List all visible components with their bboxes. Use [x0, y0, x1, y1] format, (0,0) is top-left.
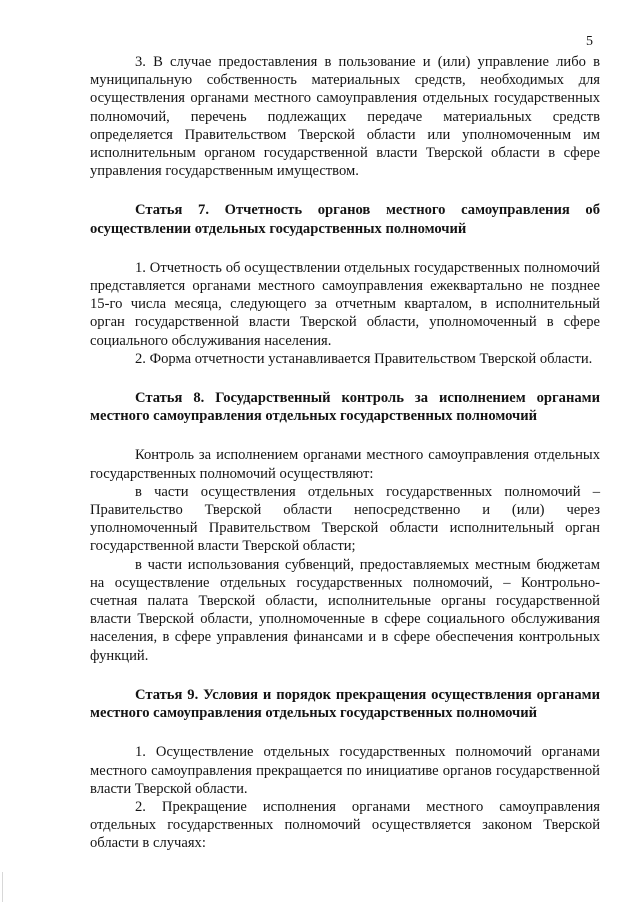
paragraph-article8-part1: в части осуществления отдельных государственных полномочий – Правительство Тверской области непосредственно и (или) через уполномоченный Правительством Тверской области исполнительный орган государственной власти Тверской области;	[90, 483, 600, 555]
paragraph-article6-item3: 3. В случае предоставления в пользование и (или) управление либо в муниципальную собственность материальных средств, необходимых для осуществления органами местного самоуправления отдельных государственных полномочий, перечень подлежащих передаче материальных средств определяется Правительством Тверской области или уполномоченным им исполнительным органом государственной власти Тверской области в сфере управления государственным имуществом.	[90, 54, 600, 180]
paragraph-article9-item2: 2. Прекращение исполнения органами местного самоуправления отдельных государственных полномочий осуществляется законом Тверской области в случаях:	[90, 798, 600, 852]
heading-article-8: Статья 8. Государственный контроль за исполнением органами местного самоуправления отдельных государственных полномочий	[90, 390, 600, 425]
heading-article-9: Статья 9. Условия и порядок прекращения осуществления органами местного самоуправления отдельных государственных полномочий	[90, 686, 600, 722]
document-body	[90, 53, 600, 853]
paragraph-article7-item1: 1. Отчетность об осуществлении отдельных государственных полномочий представляется органами местного самоуправления ежеквартально не позднее 15-го числа месяца, следующего за отчетным кварталом, в исполнительный орган государственной власти Тверской области, уполномоченный в сфере социального обслуживания населения.	[90, 259, 600, 349]
paragraph-article9-item1: 1. Осуществление отдельных государственных полномочий органами местного самоуправления прекращается по инициативе органов государственной власти Тверской области.	[90, 744, 600, 797]
paragraph-article8-intro: Контроль за исполнением органами местного самоуправления отдельных государственных полномочий осуществляют:	[90, 447, 600, 482]
heading-article-7: Статья 7. Отчетность органов местного самоуправления об осуществлении отдельных государственных полномочий	[90, 202, 600, 237]
scan-edge-mark	[2, 872, 3, 902]
page-number: 5	[586, 34, 593, 49]
paragraph-article7-item2: 2. Форма отчетности устанавливается Правительством Тверской области.	[135, 350, 593, 367]
paragraph-article8-part2: в части использования субвенций, предоставляемых местным бюджетам на осуществление отдельных государственных полномочий, – Контрольно-счетная палата Тверской области, исполнительные органы государственной власти Тверской области, уполномоченные в сфере социального обслуживания населения, в сфере управления финансами и в сфере обеспечения контрольных функций.	[90, 556, 600, 664]
